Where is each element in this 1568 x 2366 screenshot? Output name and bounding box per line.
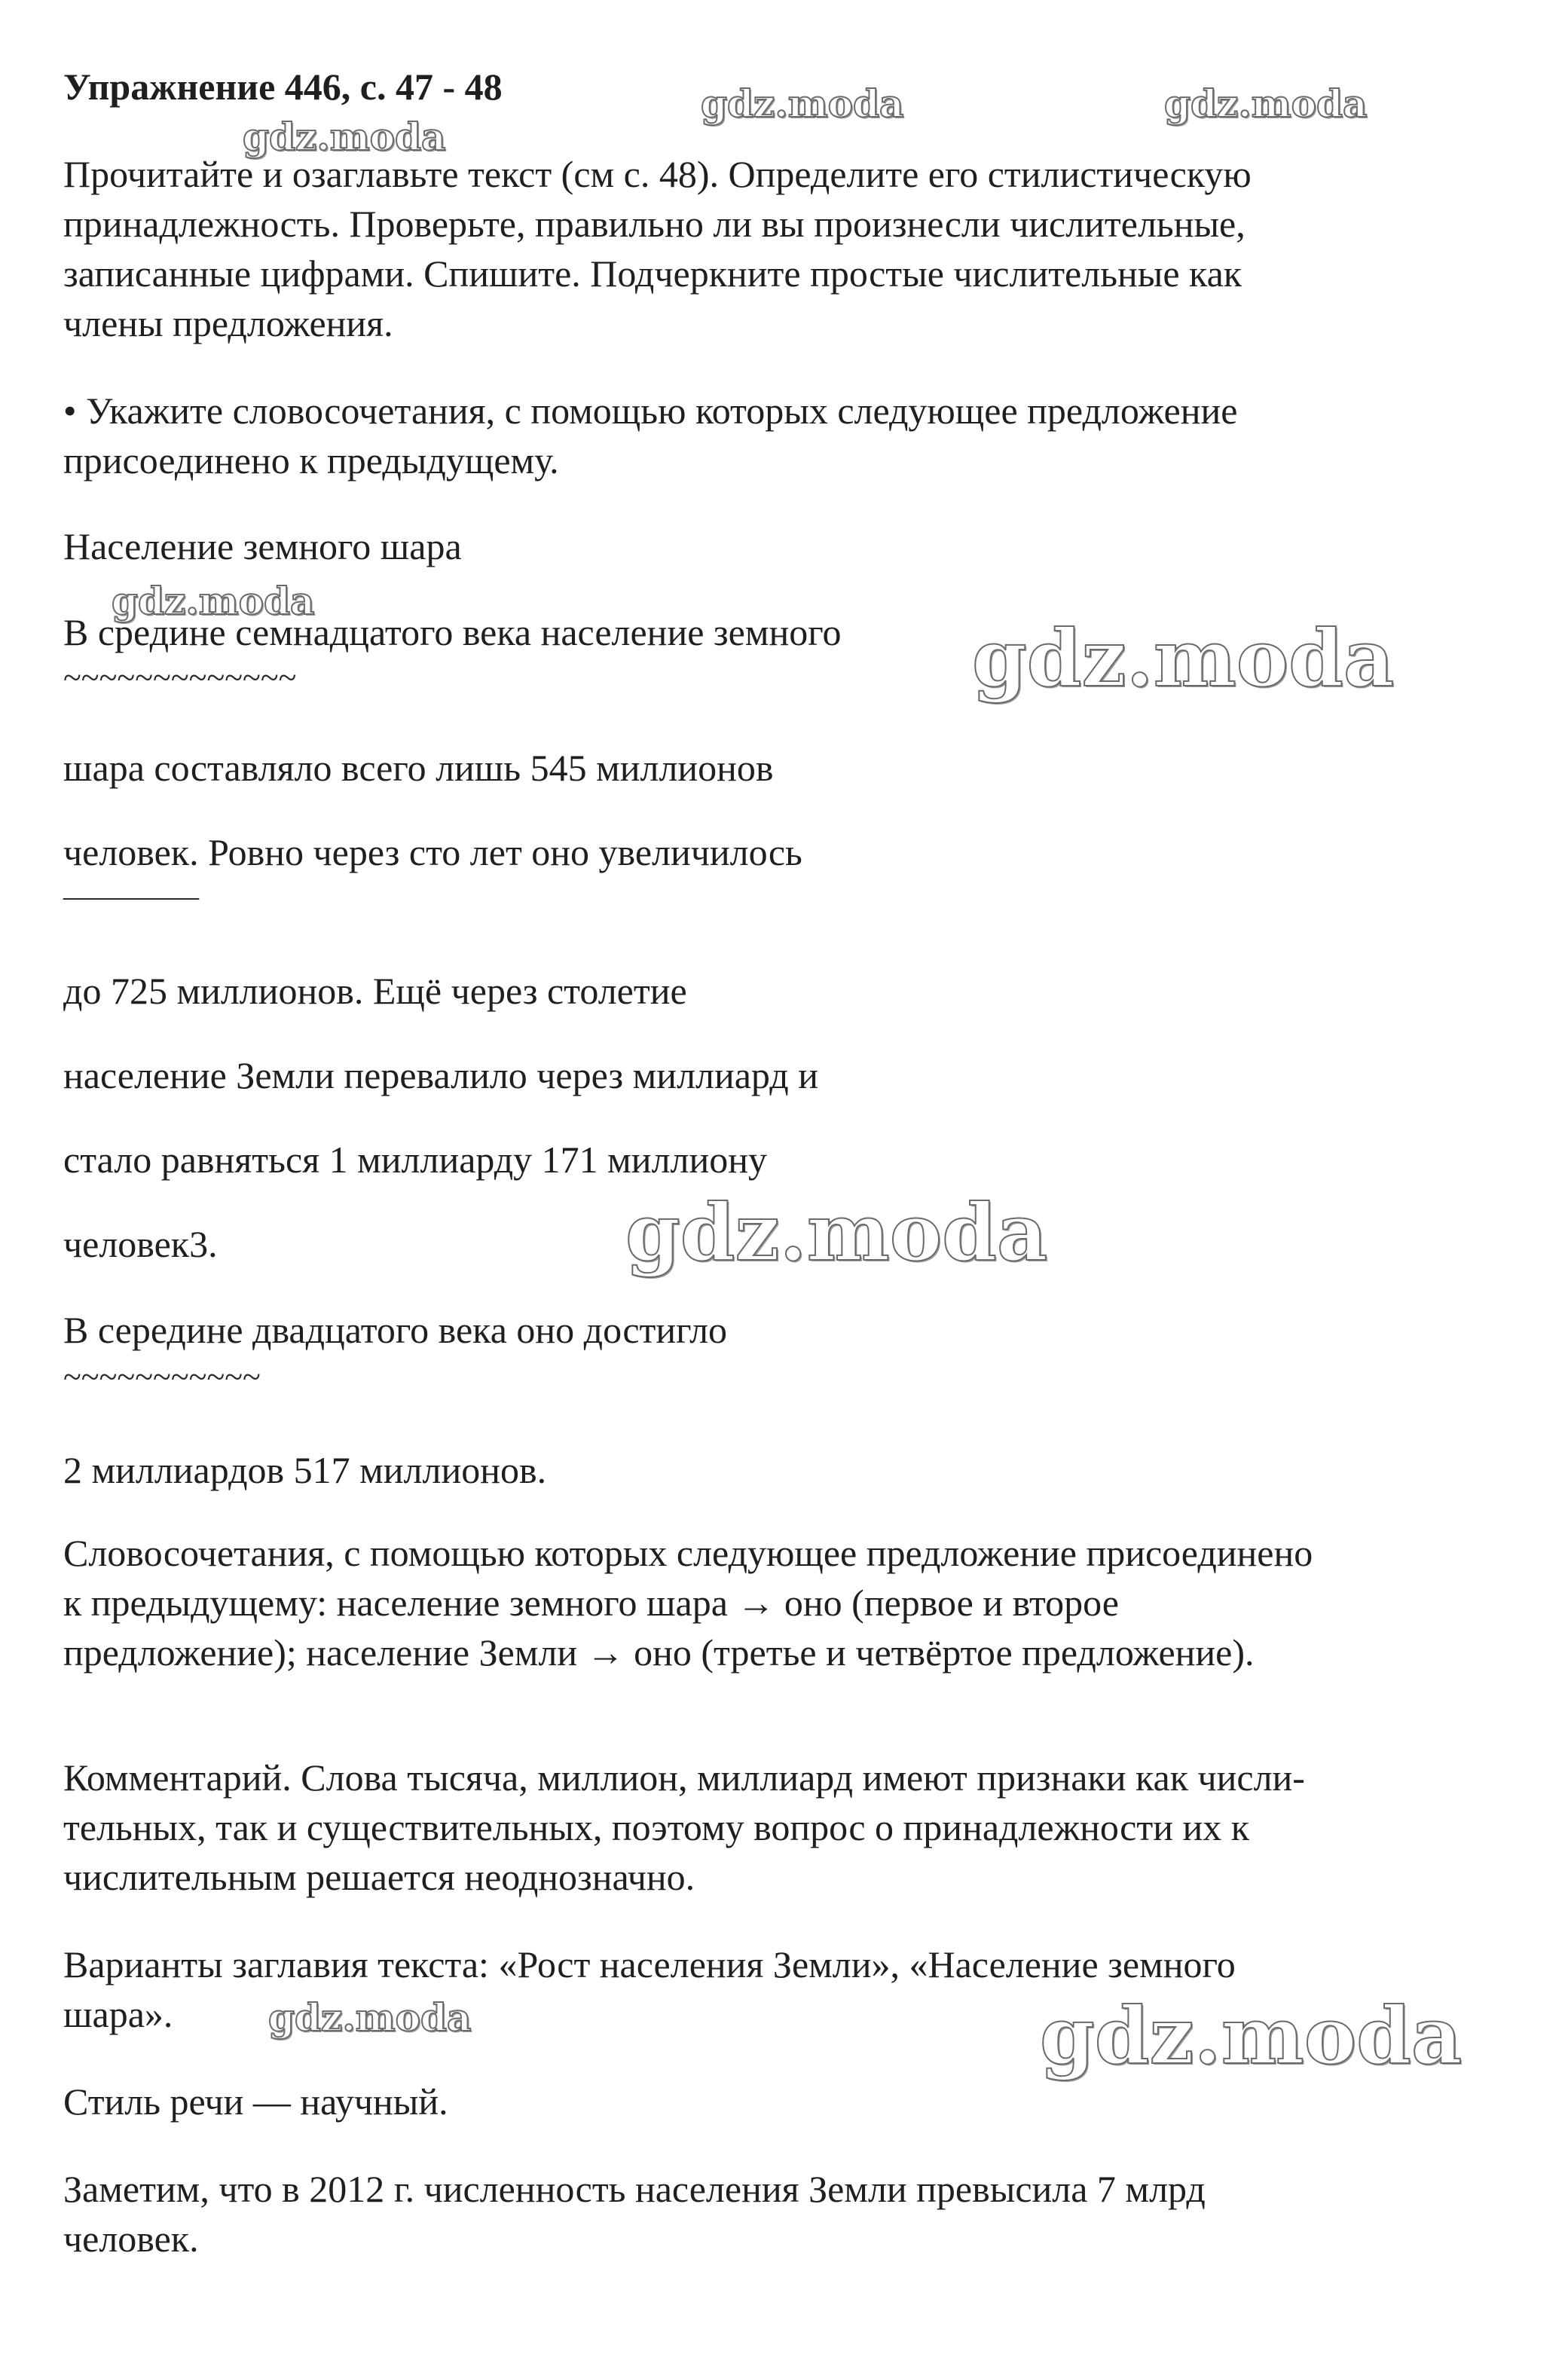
note-line: человек. <box>63 2218 199 2260</box>
text-line: шара составляло всего лишь 545 миллионов <box>63 747 774 789</box>
title-variants-line: шара». <box>63 1993 173 2035</box>
comment-line: Комментарий. Слова тысяча, миллион, миллиард имеют признаки как числи- <box>63 1756 1305 1799</box>
watermark-logo: gdz.moda <box>972 612 1395 705</box>
watermark-logo: gdz.moda <box>243 115 446 159</box>
bullet-task-line: присоединено к предыдущему. <box>63 439 559 481</box>
watermark-logo: gdz.moda <box>1164 81 1368 126</box>
watermark-logo: gdz.moda <box>268 1995 472 2040</box>
comment-line: числительным решается неоднозначно. <box>63 1856 695 1898</box>
text-line: до 725 миллионов. Ещё через столетие <box>63 970 687 1012</box>
straight-underline: _________ <box>63 869 199 903</box>
title-variants-line: Варианты заглавия текста: «Рост населения Земли», «Население земного <box>63 1943 1236 1985</box>
speech-style: Стиль речи — научный. <box>63 2080 448 2123</box>
wavy-underline: ~~~~~~~~~~~~~ <box>63 659 297 696</box>
text-line: В средине семнадцатого века население земного <box>63 611 842 653</box>
task-line: записанные цифрами. Спишите. Подчеркните простые числительные как <box>63 252 1242 295</box>
task-line: члены предложения. <box>63 302 393 344</box>
watermark-logo: gdz.moda <box>112 579 315 623</box>
text-line: человек. Ровно через сто лет оно увеличилось <box>63 831 802 873</box>
wavy-underline: ~~~~~~~~~~~ <box>63 1359 261 1395</box>
text-heading: Население земного шара <box>63 525 462 567</box>
watermark-logo: gdz.moda <box>625 1186 1048 1279</box>
answer-line: к предыдущему: население земного шара → оно (первое и второе <box>63 1582 1119 1624</box>
text-line: 2 миллиардов 517 миллионов. <box>63 1449 547 1491</box>
text-line: стало равняться 1 миллиарду 171 миллиону <box>63 1139 767 1181</box>
watermark-logo: gdz.moda <box>701 81 904 126</box>
task-line: Прочитайте и озаглавьте текст (см с. 48). Определите его стилистическую <box>63 153 1252 195</box>
answer-line: предложение); население Земли → оно (третье и четвёртое предложение). <box>63 1631 1255 1674</box>
answer-line: Словосочетания, с помощью которых следующее предложение присоединено <box>63 1532 1313 1574</box>
note-line: Заметим, что в 2012 г. численность населения Земли превысила 7 млрд <box>63 2168 1206 2210</box>
text-line: население Земли перевалило через миллиард и <box>63 1054 818 1096</box>
exercise-title: Упражнение 446, с. 47 - 48 <box>63 66 503 108</box>
bullet-task-line: • Укажите словосочетания, с помощью которых следующее предложение <box>63 390 1238 432</box>
text-line: человек3. <box>63 1223 218 1265</box>
comment-line: тельных, так и существительных, поэтому вопрос о принадлежности их к <box>63 1806 1249 1848</box>
task-line: принадлежность. Проверьте, правильно ли вы произнесли числительные, <box>63 203 1246 245</box>
watermark-logo: gdz.moda <box>1040 1989 1463 2082</box>
text-line: В середине двадцатого века оно достигло <box>63 1309 728 1351</box>
